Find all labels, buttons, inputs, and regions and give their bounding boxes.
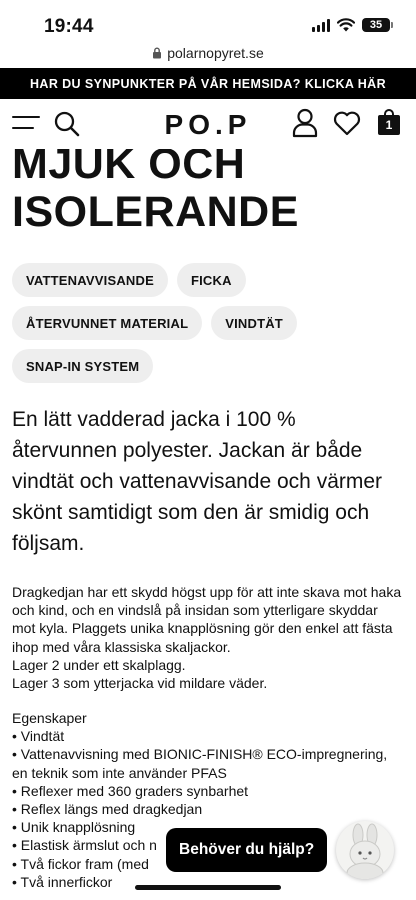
feedback-banner[interactable] (0, 68, 416, 99)
feedback-banner-text: HAR DU SYNPUNKTER PÅ VÅR HEMSIDA? KLICKA HÄR (29, 76, 387, 91)
help-chat-label: Behöver du hjälp? (179, 841, 315, 858)
tag-ficka[interactable]: FICKA (177, 263, 246, 297)
product-content (0, 149, 416, 900)
user-icon[interactable] (292, 108, 318, 138)
battery-icon (362, 18, 390, 32)
tag-atervunnet-material[interactable]: ÅTERVUNNET MATERIAL (12, 306, 202, 340)
features-heading: Egenskaper (12, 710, 87, 726)
cart-icon[interactable] (378, 109, 400, 135)
product-title: MJUK OCH ISOLERANDE (12, 149, 299, 236)
wifi-icon (337, 18, 355, 32)
tag-vindtat[interactable]: VINDTÄT (211, 306, 297, 340)
layer-2-text: Lager 2 under ett skalplagg. (12, 656, 186, 673)
heart-icon[interactable] (333, 111, 361, 136)
menu-icon[interactable] (12, 113, 40, 133)
list-item: • Två fickor fram (med (12, 855, 149, 872)
lock-icon (152, 47, 162, 59)
tag-snap-in-system[interactable]: SNAP-IN SYSTEM (12, 349, 153, 383)
chat-avatar[interactable] (336, 821, 394, 879)
site-header (0, 99, 416, 149)
search-icon[interactable] (54, 111, 80, 137)
url-text: polarnopyret.se (167, 45, 264, 61)
layer-3-text: Lager 3 som ytterjacka vid mildare väder. (12, 675, 268, 692)
list-item: • Reflexer med 360 graders synbarhet (12, 782, 249, 799)
address-bar[interactable] (0, 42, 416, 64)
signal-icon (312, 19, 330, 32)
help-chat-button[interactable] (166, 828, 327, 872)
product-description (12, 583, 404, 692)
list-item: • Vindtät (12, 728, 65, 745)
cart-count: 1 (378, 115, 400, 135)
site-logo[interactable]: PO.P (164, 109, 252, 140)
bunny-mascot-icon (336, 821, 394, 879)
home-indicator (135, 885, 281, 890)
feature-tags (12, 263, 404, 392)
list-item: • Elastisk ärmslut och n (12, 837, 157, 854)
description-text: Dragkedjan har ett skydd högst upp för att inte skava mot haka och kind, och en vindslå på insidan som ytterligare skyddar mot kyla. Plaggets unika knapplösning gör den enkel att fästa ihop med våra klassiska skaljackor. (12, 584, 402, 655)
list-item: • Unik knapplösning (12, 819, 136, 836)
battery-level: 35 (369, 19, 383, 31)
list-item: • Vattenavvisning med BIONIC-FINISH® ECO-impregnering, en teknik som inte använder PFAS (12, 746, 388, 781)
tag-vattenavvisande[interactable]: VATTENAVVISANDE (12, 263, 168, 297)
status-icons (312, 18, 390, 32)
product-lead: En lätt vadderad jacka i 100 % återvunnen polyester. Jackan är både vindtät och vattenavvisande och värmer skönt samtidigt som den är smidig och följsam. (12, 408, 383, 555)
list-item: • Två innerfickor (12, 873, 113, 890)
status-time: 19:44 (44, 16, 94, 37)
list-item: • Reflex längs med dragkedjan (12, 801, 203, 818)
status-bar (0, 0, 416, 44)
